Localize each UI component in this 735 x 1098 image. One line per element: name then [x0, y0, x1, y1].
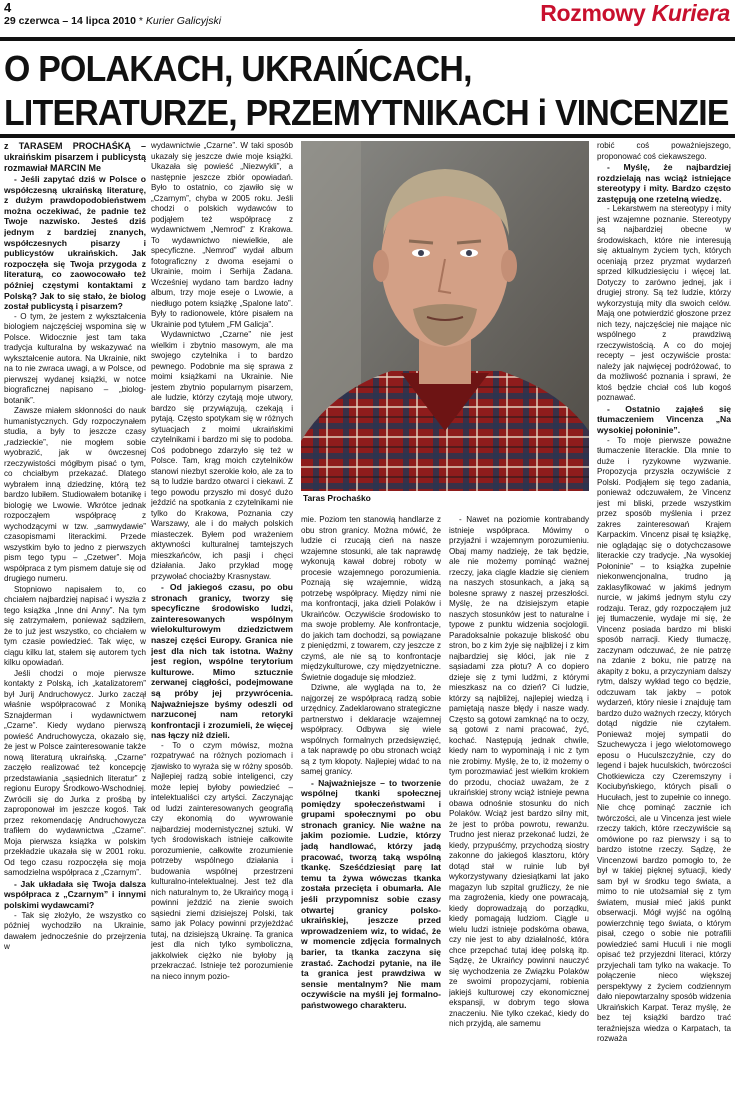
article-column-3 [301, 515, 441, 1096]
interview-answer: - Tak się złożyło, że wszystko co później wychodziło na Ukrainie, dawałem jednocześnie do przejrzenia w [4, 910, 146, 951]
page-number: 4 [4, 0, 12, 15]
interview-answer: - To o czym mówisz, można rozpatrywać na różnych poziomach i zjawisko to wyraża się w różny sposób. Najlepiej radzą sobie inteligenci, czy może lepiej byłoby powiedzieć – intelektualiści czy artyści. Zaczynając od ludzi zainteresowanych geografią czy ekonomią do wywrowanie najbardziej modernistycznej sztuki. W tych środowiskach istnieje całkowite porozumienie, całkowite zrozumienie potrzeby wspólnego działania i budowania wspólnej przestrzeni kulturalno-intelektualnej. Jest też dla nich naturalnym to, że Ukraińcy mogą i powinni jeździć na zienie swoich sąsiedni ziemi dzisiejszej Polski, tak samo jak Polacy powinni przyjeżdżać tutaj, na dzisiejszą Ukrainę. Ta granica jest dla nich tylko symboliczna, jakkolwiek ciężko nie byłoby ją przekraczać. Istnieje też porozumienie na nieco innym pozio- [151, 740, 293, 981]
interview-question: - Jeśli zapytać dziś w Polsce o współczesną ukraińską literaturę, z dużym prawdopodobieństwem można oczekiwać, że padnie też Twoje nazwisko. Jesteś dziś jednym z bardziej znanych, współczesnych pisarzy i publicystów ukraińskich. Jak rozpoczęła się Twoja przygoda z literaturą, co zaowocowało też później częstymi kontaktami z Polską? Jak to się stało, że biolog został publicystą i pisarzem? [4, 174, 146, 312]
portrait-illustration [301, 141, 589, 491]
page-header [0, 0, 735, 32]
portrait-photo [301, 141, 589, 491]
photo-caption: Taras Prochaśko [303, 493, 371, 503]
headline [4, 47, 729, 135]
article-column-4 [449, 515, 589, 1096]
interview-answer: - O tym, że jestem z wykształcenia biologiem najczęściej wspomina się w Polsce. Widocznie jest tam taka tradycja kulturalna by wskazywać na wykształcenie autora. Na Ukrainie, nikt na to nie zwraca uwagi, a w Polsce, od pierwszej wydanej książki, w notce biograficznej napisano – „biolog-botanik”. [4, 311, 146, 405]
headline-line-1: O POLAKACH, UKRAIŃCACH, [4, 48, 472, 89]
article-column-2 [151, 141, 293, 1096]
issue-line [4, 15, 221, 27]
interview-answer: - To moje pierwsze poważne tłumaczenie literackie. Dla mnie to duże i ryzykowne wyzwanie. Propozycja przyszła oczywiście z Polski. Podjąłem się tego zadania, ponieważ odczuwałem, że Vincenz jest mi bliski, przede wszystkim przez sposób myślenia i przez zakres zainteresowań Krajem Karpackim. Vincenz pisał tę książkę, nie oglądając się o dotychczasowe literackie czy tradycje. „Na wysokiej Połoninie” – to książka zupełnie niekonwencjonalna, trudno ją zaklasyfikować w jakimś jednym nurcie, w jakimś jednym stylu czy rodzaju. Teraz, gdy rozpocząłem już jej tłumaczenie, wydaje mi się, że Vincenz posiada bardzo mi bliski sposób narracji. Kiedy tłumaczę, zaczynam odczuwać, że nie patrzę na zdanie z boku, nie patrzę na akapity z boku, a przyczyniam dalszy rytm, dalszy wykład tego co będzie, odczuwam tak jakby – potok wydarzeń, który niesie i znajduję tam bardzo dużo ważnych rzeczy, których dotąd nigdzie nie czytałem. Ponieważ mojej sympatii do Szuchewycza i jego wielotomowego eposu o Huculszczyźnie, czy do legend i bajek huculskich, twórczości Chotkiewicza czy Czeremszyny i Kociubyńskiego, których pisali o Hucułach, jest to zupełnie co innego. Nie chcę pominąć zacznie ich twórczości, ale u Vincenza jest wiele rzeczy takich, które rzeczywiście są omówione po raz pierwszy i są to bardzo istotne rzeczy. Sądzę, że Vincenzowi bardzo pomogło to, że był w takiej pięknej sytuacji, kiedy sam był w środku tego świata, a mimo to nie utożsamiał się z tym światem, musiał mieć jakiś punkt obserwacji. Mógł wyjść na ogólną powierzchnię tego świata, o którym pisał, czego o sobie nie potrafili powiedzieć sami Huculi i nie mogli opisać też przyjezdni literaci, którzy przyjechali tam tylko na wakacje. To połączenie nieco większej perspektywy z życiem codziennym dało niepowtarzalny sposób widzenia Ukraińskich Karpat. Teraz myślę, że bez tej książki bardzo trać teraźniejsza wiedza o Karpatach, ta rozważa [597, 435, 731, 1044]
interview-question: - Myślę, że najbardziej rozdzielają nas wciąż istniejące stereotypy i mity. Bardzo często zastępują one rzetelną wiedzę. [597, 162, 731, 204]
interview-question: - Ostatnio zająłeś się tłumaczeniem Vincenza „Na wysokiej połoninie”. [597, 403, 731, 436]
issue-date: 29 czerwca – 14 lipca 2010 [4, 15, 136, 27]
paper-name: Kurier Galicyjski [145, 15, 222, 27]
article-column-5 [597, 141, 731, 1096]
interview-answer: - Lekarstwem na stereotypy i mity jest wzajemne poznanie. Stereotypy są najbardziej obecne w środowiskach, które nie interesują się aktualnym życiem tych, których oceniają przez pryzmat wydarzeń sprzed kilkudziesięciu i więcej lat. Dotyczy to zarówno jednej, jak i drugiej strony. Są też ludzie, którzy wykorzystują mity dla swoich celów. Mają one potwierdzić głoszone przez nich tezy, najczęściej nie mające nic wspólnego z prawdziwą rzeczywistością. A co do mojej recepty – jest oczywiście prosta: należy jak najwięcej podróżować, to da możliwość poznania i sprawi, że ktoś będzie chciał coś lub kogoś poznawać. [597, 204, 731, 403]
interview-answer: Jeśli chodzi o moje pierwsze kontakty z Polską, ich „katalizatorem” był Jurij Andruchowycz. Jurko zaczął właśnie współpracować z Moniką Sznajderman i wydawnictwem „Czarne”. Kiedy wydano pierwszą powieść Andruchowycza, okazało się, że jest w Polsce zainteresowanie także nową literaturą ukraińską. „Czarne” zaczęło realizować też koncepcję przedstawiania „sąsiednich literatur” z regionu Europy Środkowo-Wschodniej. Zwrócili się do Jurka z prośbą by zaproponował im jeszcze kogoś. Tak przez rekomendację Andruchowycza trafiłem do wydawnictwa „Czarne”. Moja pierwsza książka w polskim przekładzie ukazała się w 2001 roku. Od tego czasu rozpoczęła się moja samodzielna współpraca z „Czarnym”. [4, 668, 146, 878]
interview-answer: Wydawnictwo „Czarne” nie jest wielkim i zbytnio masowym, ale ma swojego czytelnika i to bardzo pewnego. Podobnie ma się sprawa z moimi książkami na Ukrainie. Nie jestem zbytnio popularnym pisarzem, ale ludzie, którzy czytają moje utwory, bardzo się przywiązują, czekają i pytają. Często spotykam się w różnych sytuacjach z moimi ukraińskimi czytelnikami i bardzo mi się to podoba. Coś podobnego zdarzyło się też w Polsce. Tam, krąg moich czytelników stanowi niezbyt szerokie koło, ale za to są to ludzie bardzo otwarci i ciekawi. Z tego powodu przyszło mi dosyć dużo jeździć na spotkania z czytelnikami nie tylko do Krakowa, Poznania czy Warszawy, ale i do małych polskich miasteczek. Byłem pod wrażeniem aktywności kulturalnej tamtejszych mieszkańców, ich pasji i chęci działania. Jako przykład mogę przywołać chociażby Krasnystaw. [151, 330, 293, 581]
interview-answer: Dziwne, ale wygląda na to, że najgorzej ze współpracą radzą sobie urzędnicy. Zadeklarowano strategiczne partnerstwo i deklaracje wzajemnej współpracy. Odbywa się wiele wspólnych formalnych przedsięwzięć, a tak naprawdę po obu stronach wciąż są z tym kłopoty. Najlepiej widać to na samej granicy. [301, 683, 441, 776]
headline-bar [0, 37, 735, 138]
interview-answer: wydawnictwie „Czarne”. W taki sposób ukazały się jeszcze dwie moje książki. Ukazała się powieść „Niezwykli”, a następnie jeszcze zbiór opowiadań. Było to ostatnio, co zjawiło się w „Czarnym”, chyba w 2005 roku. Jeśli chodzi o polskich wydawców to podjąłem też współpracę z wydawnictwem „Nemrod” z Krakowa. To wydawnictwo niewielkie, ale specyficzne. „Nemrod” wydał album fotograficzny z dwoma esejami o Ukrainie, moim i Serhija Żadana. Wcześniej wydano tam bardzo ładny album, trzy moje eseje o Lwowie, a niedługo potem książkę „Spalone lato”. Były to radionowele, które pisałem na Ukrainie pod tytułem „FM Galicja”. [151, 141, 293, 329]
section-title [540, 0, 730, 27]
interview-answer: mie. Poziom ten stanowią handlarze z obu stron granicy. Można mówić, że ludzie ci rzucają cień na nasze wzajemne stosunki, ale tak naprawdę wykonują kawał dobrej roboty w procesie wzajemnego porozumienia. Poznają się wzajemnie, widzą potrzebę współpracy. Między nimi nie ma konfrontacji, jaka dzieli Polaków i Ukraińców. Oczywiście środowisko to ma swoje problemy. Ale konfrontacje, do jakich tam dochodzi, są powiązane z pieniędzmi, z towarem, czy jeszcze z czymś, ale nie są to konfrontacje międzykulturowe, czy międzyetniczne. Świetnie dogaduje się młodzież. [301, 515, 441, 682]
section-title-b: Kuriera [651, 0, 730, 26]
headline-line-2: LITERATURZE, PRZEMYTNIKACH i VINCENZIE [4, 92, 729, 133]
interview-question: - Jak układała się Twoja dalsza współpraca z „Czarnym” i innymi polskimi wydawcami? [4, 878, 146, 910]
interview-answer: - Nawet na poziomie kontrabandy istnieje współpraca. Mówimy o przyjaźni i wzajemnym porozumieniu. Obaj mamy nadzieję, że tak będzie, ale nie możemy pominąć ważnej rzeczy, jaka ciągle kładzie się cieniem na naszych stosunkach, a jaką są bolesne sprawy z naszej przeszłości. Myślę, że na dzisiejszym etapie naszych stosunków jest to naturalne i typowe z punktu widzenia socjologii. Paradoksalnie pokazuje bliskość obu stron, bo z kim żyje się najbliżej i z kim najbardziej się kłóci, jak nie z sąsiadami zza płotu? A co dopiero dzieje się z tymi ludźmi, z którymi mieszkasz na co dzień? Ci ludzie, którzy są najbliżej, najlepiej wiedzą i pamiętają nasze błędy i nasze wady. Często są gotowi zamknąć na to oczy, są gotowi z nami pracować, żyć, kochać. Następują jednak chwile, kiedy nam to wypominają i nic z tym nie zrobimy. Myślę, że to, iż możemy o tym porozmawiać jest wielkim krokiem do przodu, chociaż uważam, że z ukraińskiej strony wciąż istnieje pewna obawa odnośnie stosunku do nich Polaków. Wciąż jest bardzo silny mit, że jest to próba powrotu, rewanżu. Trudno jest nieraz przekonać ludzi, że kiedy, przypuśćmy, przychodzą siostry zakonne do jakiegoś klasztoru, który dotąd stał w ruinie lub był wykorzystywany dziesiątkami lat jako magazyn lub szpital gruźliczy, że nie ma zagrożenia, kiedy one powracają, kiedy doprowadzają do porządku, kiedy pomagają ludziom. Ciągle u wielu ludzi istnieje podskórna obawa, czy nie jest to aby działalność, która chce przepchać tutaj ideę polską itp. Sądzę, że Ukraińcy powinni nauczyć się wychodzenia ze Związku Polaków ze swoimi propozycjami, robienia jakiejś kulturowej czy ekonomicznej ekspansji, w dobrym tego słowa znaczeniu. Nie tylko czekać, kiedy do nich przyjdą, ale samemu [449, 515, 589, 1028]
article-lead: z TARASEM PROCHAŚKĄ – ukraińskim pisarzem i publicystą rozmawiał MARCIN Me [4, 141, 146, 173]
interview-question: - Najważniejsze – to tworzenie wspólnej tkanki społecznej pomiędzy społeczeństwami i grupami społecznymi po obu stronach granicy. Nie ważne na jakim poziomie. Ludzie, którzy jadą handlować, którzy jadą pracować, tworzą taką wspólną tkankę. Sześćdziesiąt parę lat temu ta żywa wówczas tkanka została przecięta i obumarła. Ale jeśli przypomnisz sobie czasy otwartej granicy polsko-ukraińskiej, jeszcze przed wprowadzeniem wiz, to widać, że w momencie zdjęcia formalnych barier, ta tkanka zaczyna się zrastać. Zachodzi pytanie, na ile ta granica jest prawdziwa w sensie mentalnym? Nie mam oczywiście na myśli jej formalno-państwowego charakteru. [301, 777, 441, 1010]
issue-separator: * [138, 15, 143, 27]
interview-question: - Od jakiegoś czasu, po obu stronach granicy, tworzy się specyficzne środowisko ludzi, zainteresowanych wspólnym wielokulturowym dziedzictwem naszej części Europy. Granica nie jest dla nich tak istotna. Ważny jest region, wspólne terytorium kulturowe. Mimo sztucznie zerwanej ciągłości, podejmowane są próby jej przywrócenia. Najważniejsze byśmy odeszli od narzuconej nam retoryki konfrontacji i zrozumieli, że więcej nas łączy niż dzieli. [151, 582, 293, 741]
interview-answer: Stopniowo napisałem to, co chciałem najbardziej napisać i wyszła z tego książka „Inne dni Anny”. Na tym się zatrzymałem, ponieważ sądziłem, że to już jest wszystko, co chciałem w tym czasie powiedzieć. Tak więc, w ciągu kilku lat, stałem się autorem tych kilku opowiadań. [4, 584, 146, 668]
interview-answer: Zawsze miałem skłonności do nauk humanistycznych. Gdy rozpoczynałem studia, a były to jeszcze czasy „radzieckie”, nie mogłem sobie wyobrazić, jak w ówczesnej rzeczywistości mógłbym pisać o tym, co chciałbym przekazać. Dlatego wybrałem inną dziedzinę, którą też bardzo lubiłem. Studiowałem botanikę i biologię we Lwowie. Wkrótce jednak rozpocząłem współpracę z wychodzącymi w tzw. „samwydawie” czasopismami literackimi. Przede wszystkim było to jedno z pierwszych pism tego typu – „Czetwer”. Moja współpraca z tym pismem datuje się od drugiego numeru. [4, 406, 146, 584]
article-column-1 [4, 141, 146, 1096]
interview-answer: robić coś poważniejszego, proponować coś ciekawszego. [597, 141, 731, 161]
section-title-a: Rozmowy [540, 0, 646, 26]
